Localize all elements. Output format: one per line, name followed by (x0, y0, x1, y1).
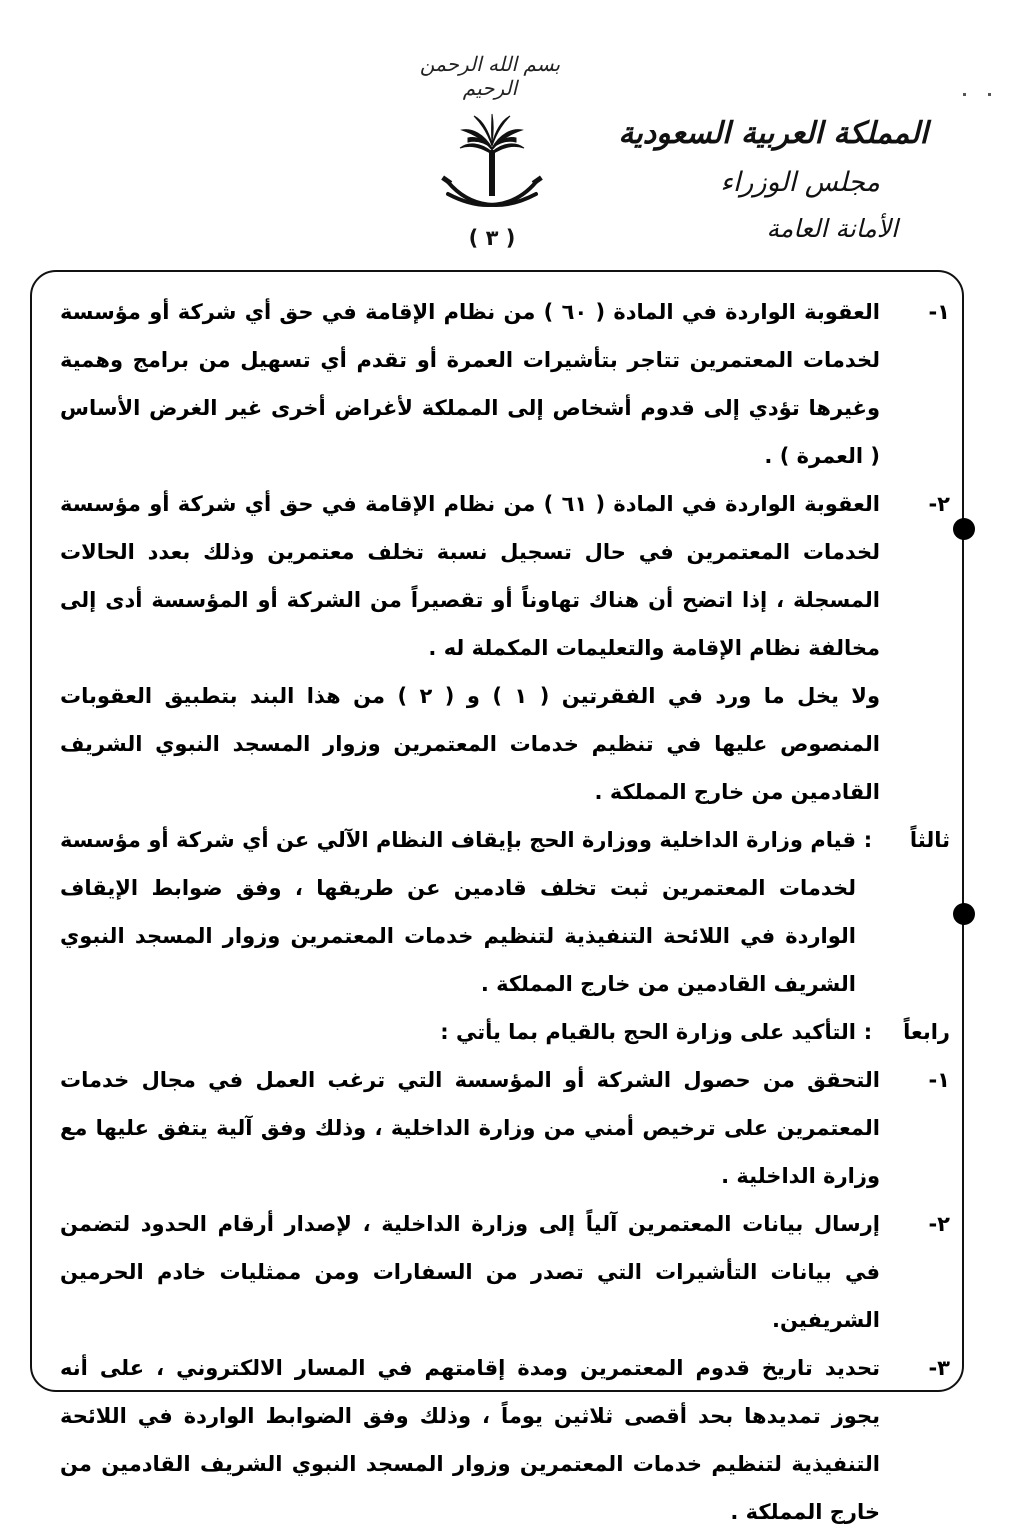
item-number: ١- (928, 300, 950, 324)
punch-hole-icon (953, 518, 975, 540)
item-number: ٢- (928, 1212, 950, 1236)
section-label: رابعاً (903, 1020, 950, 1044)
section-text: قيام وزارة الداخلية ووزارة الحج بإيقاف النظام الآلي عن أي شركة أو مؤسسة لخدمات المعتمرين ثبت تخلف قادمين عن طريقها ، وفق ضوابط الإيقاف الواردة في اللائحة التنفيذية لتنظيم خدمات المعتمرين وزوار المسجد النبوي الشريف القادمين من خارج المملكة . (60, 828, 856, 996)
item-number: ١- (928, 1068, 950, 1092)
section-separator: : (863, 828, 873, 852)
clause-note: ولا يخل ما ورد في الفقرتين ( ١ ) و ( ٢ ) من هذا البند بتطبيق العقوبات المنصوص عليها في تنظيم خدمات المعتمرين وزوار المسجد النبوي الشريف القادمين من خارج المملكة . (60, 684, 880, 804)
item-number: ٢- (928, 492, 950, 516)
section-separator: : (863, 1020, 873, 1044)
scan-mark (963, 93, 966, 96)
item-text: تحديد تاريخ قدوم المعتمرين ومدة إقامتهم في المسار الالكتروني ، على أنه يجوز تمديدها بحد أقصى ثلاثين يوماً ، وذلك وفق الضوابط الواردة في اللائحة التنفيذية لتنظيم خدمات المعتمرين وزوار المسجد النبوي الشريف القادمين من خارج المملكة . (60, 1356, 880, 1524)
letterhead (568, 108, 928, 252)
list-item (60, 288, 950, 480)
saudi-emblem-icon (440, 112, 544, 224)
section-fourth (60, 1008, 950, 1056)
scan-mark (988, 93, 991, 96)
section-label: ثالثاً (909, 828, 950, 852)
letterhead-council: مجلس الوزراء (720, 167, 880, 198)
list-item (60, 480, 950, 672)
bismillah-heading: بسم الله الرحمن الرحيم (419, 52, 561, 100)
item-number: ٣- (928, 1356, 950, 1380)
letterhead-office: الأمانة العامة (766, 214, 898, 243)
page-number: ( ٣ ) (468, 226, 516, 250)
item-text: العقوبة الواردة في المادة ( ٦٠ ) من نظام الإقامة في حق أي شركة أو مؤسسة لخدمات المعتمرين تتاجر بتأشيرات العمرة أو تقدم أي تسهيل من برامج وهمية وغيرها تؤدي إلى قدوم أشخاص إلى المملكة لأغراض أخرى غير الغرض الأساس ( العمرة ) . (60, 300, 881, 468)
item-text: إرسال بيانات المعتمرين آلياً إلى وزارة الداخلية ، لإصدار أرقام الحدود لتضمن في بيانات التأشيرات التي تصدر من السفارات ومن ممثليات خادم الحرمين الشريفين. (60, 1212, 880, 1332)
section-intro: التأكيد على وزارة الحج بالقيام بما يأتي : (440, 1020, 856, 1044)
section-third (60, 816, 950, 1008)
list-item (60, 1200, 950, 1344)
document-body (60, 288, 950, 1536)
item-text: التحقق من حصول الشركة أو المؤسسة التي ترغب العمل في مجال خدمات المعتمرين على ترخيص أمني من وزارة الداخلية ، وذلك وفق آلية يتفق عليها مع وزارة الداخلية . (60, 1068, 880, 1188)
letterhead-country: المملكة العربية السعودية (618, 116, 928, 151)
list-item (60, 1056, 950, 1200)
item-text: العقوبة الواردة في المادة ( ٦١ ) من نظام الإقامة في حق أي شركة أو مؤسسة لخدمات المعتمرين في حال تسجيل نسبة تخلف معتمرين وذلك بعدد الحالات المسجلة ، إذا اتضح أن هناك تهاوناً أو تقصيراً من الشركة أو المؤسسة أدى إلى مخالفة نظام الإقامة والتعليمات المكملة له . (60, 492, 881, 660)
list-item (60, 1344, 950, 1536)
punch-hole-icon (953, 903, 975, 925)
